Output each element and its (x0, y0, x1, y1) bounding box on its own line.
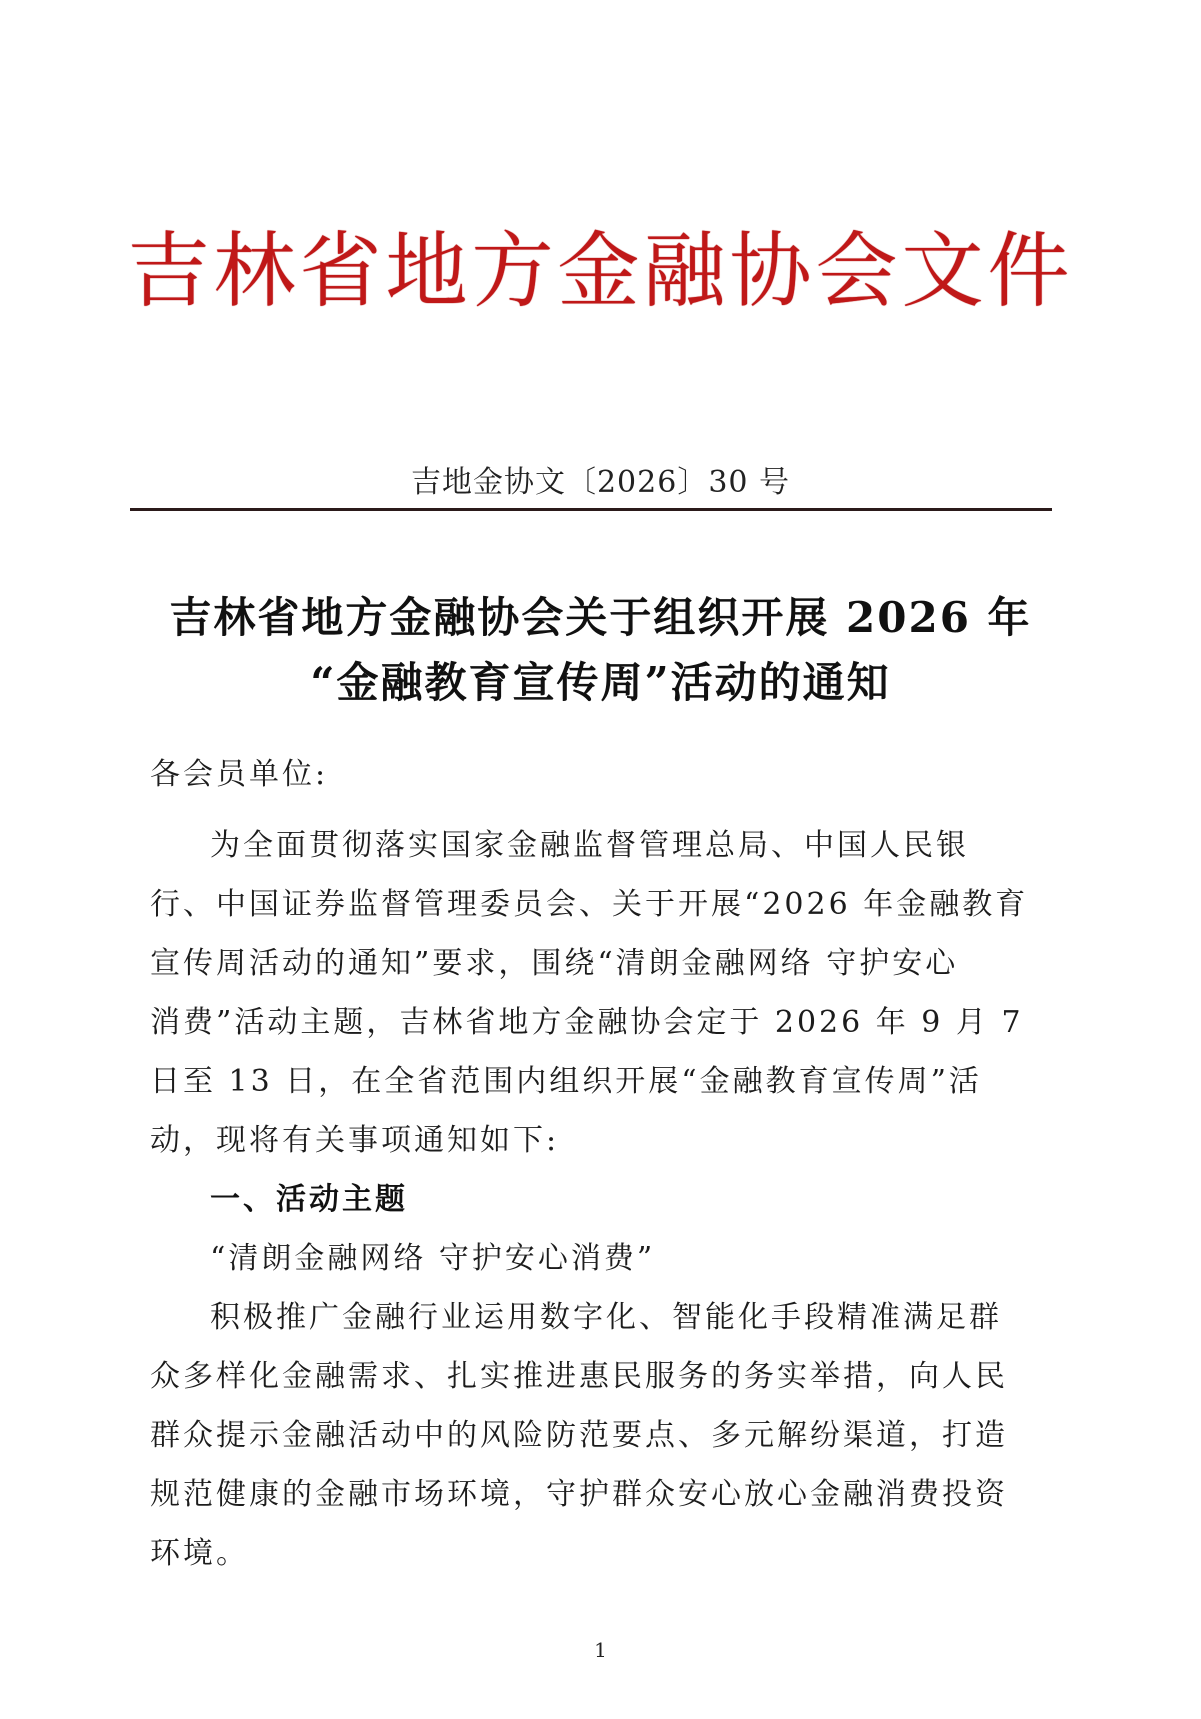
paragraph-line: 规范健康的金融市场环境，守护群众安心放心金融消费投资 (150, 1477, 1008, 1512)
page-number: 1 (594, 1638, 607, 1662)
paragraph-line: 宣传周活动的通知”要求，围绕“清朗金融网络 守护安心 (150, 946, 959, 981)
document-number: 吉地金协文〔2026〕30 号 (410, 465, 791, 500)
paragraph-line: 积极推广金融行业运用数字化、智能化手段精准满足群 (210, 1300, 1002, 1335)
paragraph-line: 日至 13 日，在全省范围内组织开展“金融教育宣传周”活 (150, 1064, 982, 1099)
section-heading: 一、活动主题 (210, 1182, 408, 1217)
activity-theme: “清朗金融网络 守护安心消费” (210, 1241, 656, 1276)
notice-title-line-2: “金融教育宣传周”活动的通知 (310, 658, 891, 707)
document-header-title: 吉林省地方金融协会文件 (127, 224, 1074, 319)
paragraph-line: 行、中国证券监督管理委员会、关于开展“2026 年金融教育 (150, 887, 1029, 922)
paragraph-line: 动，现将有关事项通知如下: (150, 1123, 560, 1158)
salutation: 各会员单位: (150, 757, 329, 792)
paragraph-line: 环境。 (150, 1536, 249, 1571)
paragraph-line: 群众提示金融活动中的风险防范要点、多元解纷渠道，打造 (150, 1418, 1008, 1453)
header-divider (130, 508, 1052, 511)
paragraph-line: 消费”活动主题，吉林省地方金融协会定于 2026 年 9 月 7 (150, 1005, 1024, 1040)
notice-title-line-1: 吉林省地方金融协会关于组织开展 2026 年 (169, 593, 1032, 642)
paragraph-line: 众多样化金融需求、扎实推进惠民服务的务实举措，向人民 (150, 1359, 1008, 1394)
paragraph-line: 为全面贯彻落实国家金融监督管理总局、中国人民银 (210, 828, 969, 863)
